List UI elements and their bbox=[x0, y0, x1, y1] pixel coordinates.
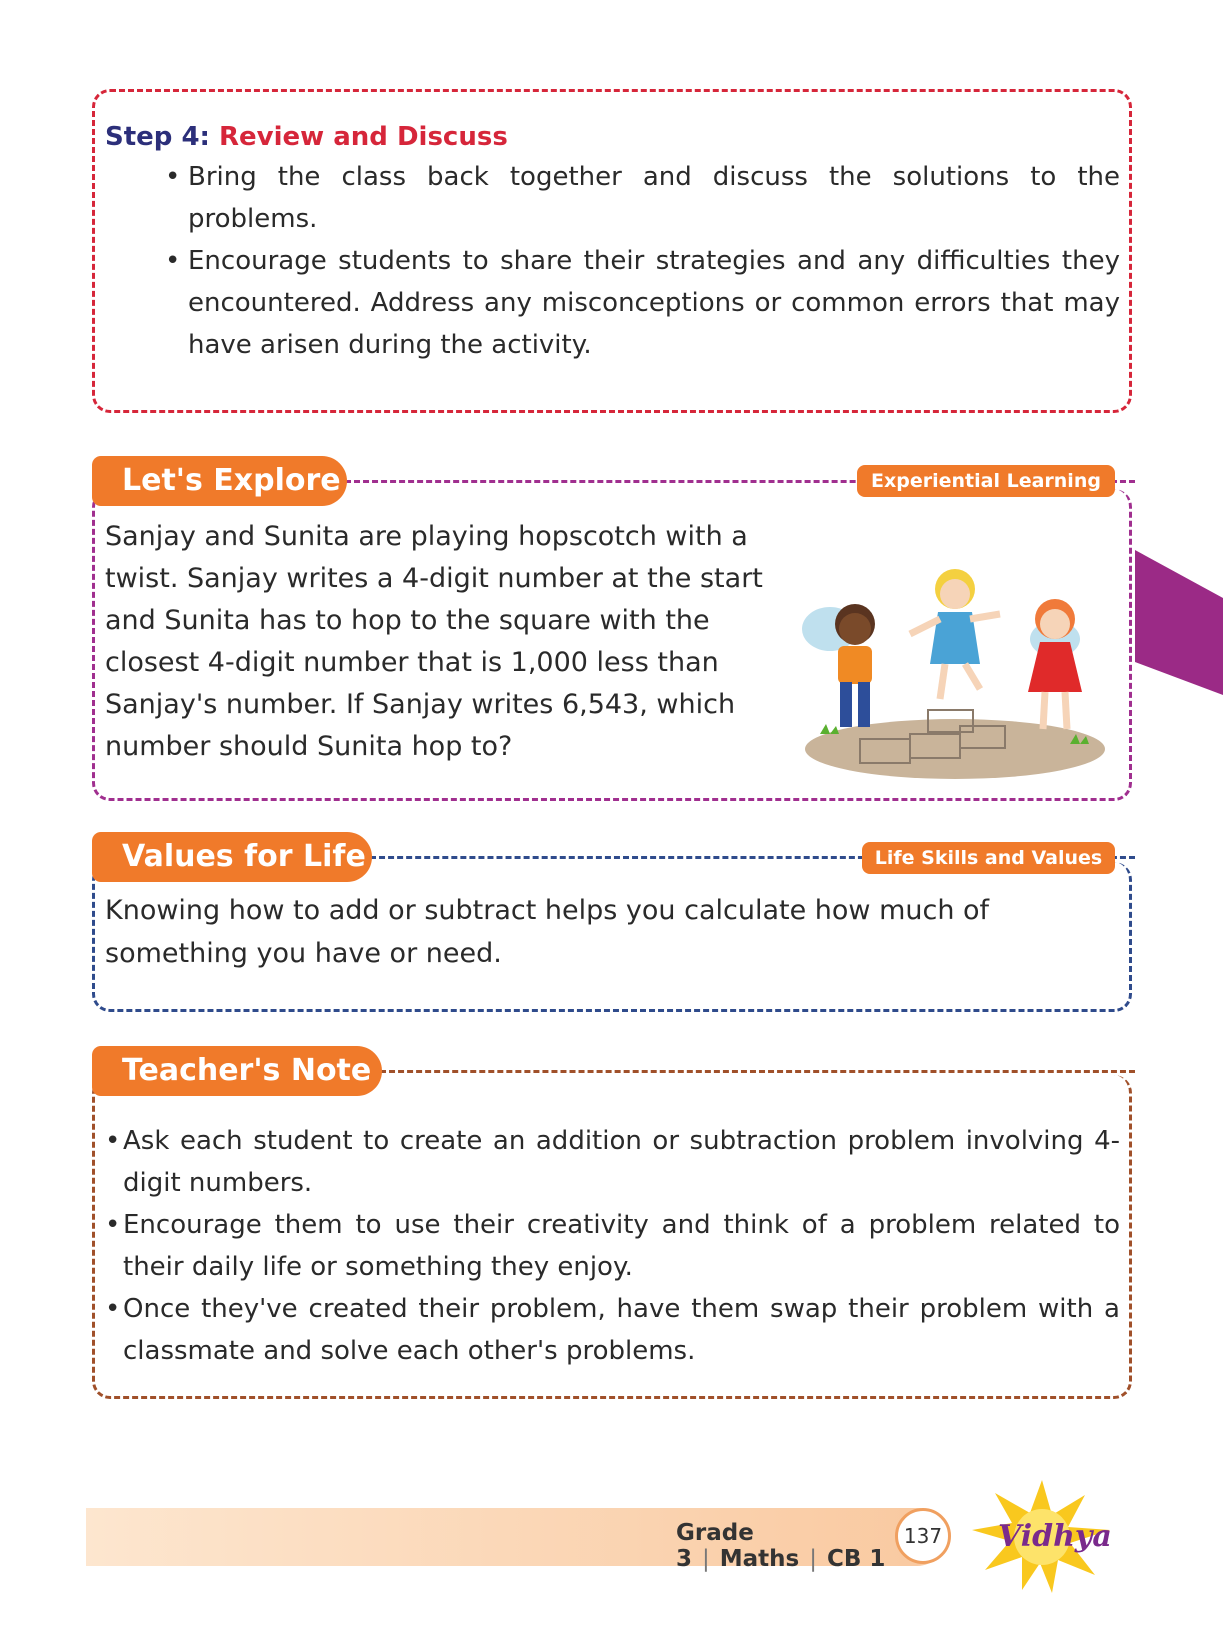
step4-bullet-list bbox=[165, 156, 1120, 366]
footer-bar bbox=[86, 1508, 946, 1572]
step4-bullet: • Encourage students to share their strategies and any difficulties they encountered. Address any misconceptions or common errors that may have arisen during the activity. bbox=[165, 240, 1120, 366]
values-box bbox=[92, 862, 1132, 1012]
experiential-learning-tag: Experiential Learning bbox=[857, 465, 1115, 497]
explore-box bbox=[92, 489, 1132, 801]
life-skills-tag: Life Skills and Values bbox=[862, 842, 1115, 874]
step4-title bbox=[105, 122, 508, 152]
values-heading: Values for Life bbox=[92, 832, 372, 882]
teacher-heading: Teacher's Note bbox=[92, 1046, 382, 1096]
explore-text: Sanjay and Sunita are playing hopscotch with a twist. Sanjay writes a 4-digit number at the start and Sunita has to hop to the square with the closest 4-digit number that is 1,000 less than Sanjay's number. If Sanjay writes 6,543, which number should Sunita hop to? bbox=[105, 521, 763, 762]
vidhya-logo bbox=[960, 1475, 1125, 1595]
teacher-bullet: • Encourage them to use their creativity and think of a problem related to their daily life or something they enjoy. bbox=[105, 1204, 1120, 1288]
page-number: 137 bbox=[895, 1508, 951, 1564]
teacher-bullet: • Ask each student to create an addition or subtraction problem involving 4-digit numbers. bbox=[105, 1120, 1120, 1204]
footer-separator: | bbox=[702, 1546, 710, 1572]
teacher-header-line bbox=[380, 1070, 1135, 1073]
teacher-bullet-list bbox=[105, 1120, 1120, 1372]
magenta-side-tab bbox=[1135, 550, 1223, 695]
hopscotch-children-illustration bbox=[800, 544, 1110, 784]
ground-patch bbox=[805, 719, 1105, 779]
step4-bullet: • Bring the class back together and discuss the solutions to the problems. bbox=[165, 156, 1120, 240]
boy-figure bbox=[835, 604, 875, 727]
values-text: Knowing how to add or subtract helps you calculate how much of something you have or need. bbox=[105, 895, 990, 969]
step4-heading: Review and Discuss bbox=[219, 122, 508, 152]
footer-separator: | bbox=[809, 1546, 817, 1572]
footer-book: CB 1 bbox=[826, 1546, 886, 1572]
grass-left bbox=[820, 724, 839, 734]
step4-box bbox=[92, 89, 1132, 413]
teacher-box bbox=[92, 1075, 1132, 1399]
logo-text: Vidhya bbox=[998, 1519, 1112, 1554]
explore-heading: Let's Explore bbox=[92, 456, 347, 506]
girl-red-dress-figure bbox=[1028, 599, 1082, 729]
footer-grade: Grade 3 bbox=[676, 1520, 754, 1572]
jumping-girl-figure bbox=[910, 569, 1000, 699]
step4-label: Step 4: bbox=[105, 122, 210, 152]
teacher-bullet: • Once they've created their problem, have them swap their problem with a classmate and solve each other's problems. bbox=[105, 1288, 1120, 1372]
footer-subject: Maths bbox=[719, 1546, 800, 1572]
